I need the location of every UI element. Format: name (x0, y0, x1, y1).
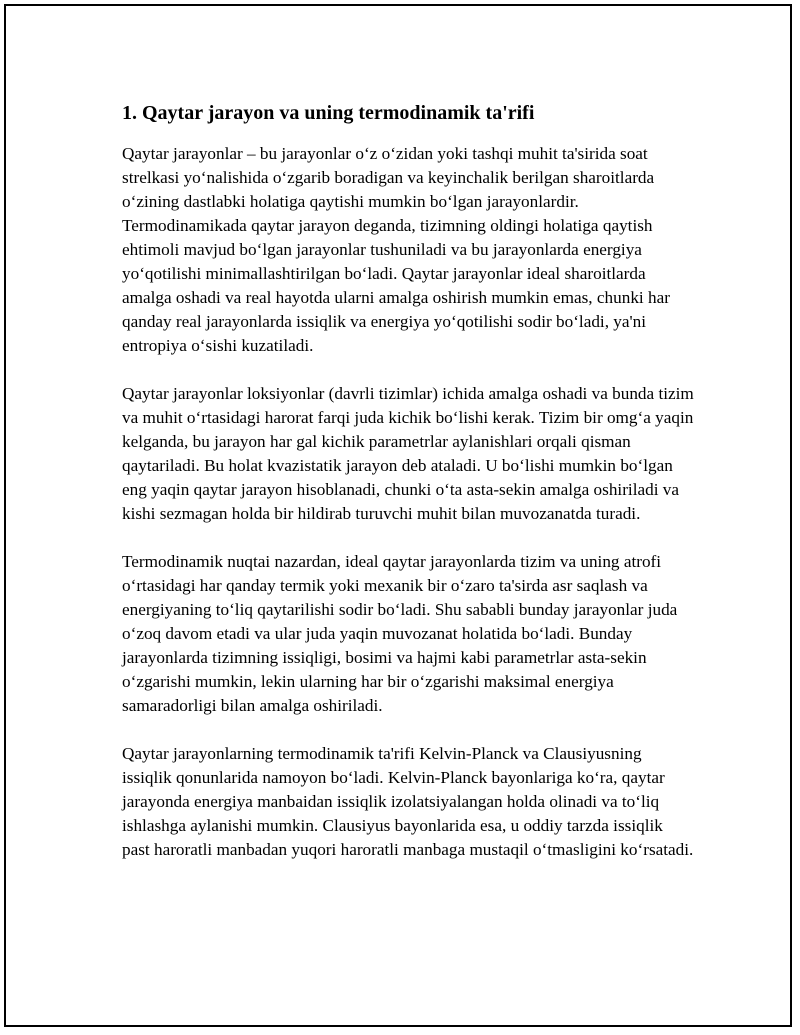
page-frame (4, 4, 792, 1027)
paragraph-4: Qaytar jarayonlarning termodinamik ta'rifi Kelvin-Planck va Clausiyusning issiqlik qonunlarida namoyon bo‘ladi. Kelvin-Planck bayonlariga ko‘ra, qaytar jarayonda energiya manbaidan issiqlik izolatsiyalangan holda olinadi va to‘liq ishlashga aylanishi mumkin. Clausiyus bayonlarida esa, u oddiy tarzda issiqlik past haroratli manbadan yuqori haroratli manbaga mustaqil o‘tmasligini ko‘rsatadi. (122, 744, 694, 859)
paragraph-1: Qaytar jarayonlar – bu jarayonlar o‘z o‘zidan yoki tashqi muhit ta'sirida soat strelkasi yo‘nalishida o‘zgarib boradigan va keyinchalik berilgan sharoitlarda o‘zining dastlabki holatiga qaytishi mumkin bo‘lgan jarayonlardir. Termodinamikada qaytar jarayon deganda, tizimning oldingi holatiga qaytish ehtimoli mavjud bo‘lgan jarayonlar tushuniladi va bu jarayonlarda energiya yo‘qotilishi minimallashtirilgan bo‘ladi. Qaytar jarayonlar ideal sharoitlarda amalga oshadi va real hayotda ularni amalga oshirish mumkin emas, chunki har qanday real jarayonlarda issiqlik va energiya yo‘qotilishi sodir bo‘ladi, ya'ni entropiya o‘sishi kuzatiladi. (122, 144, 670, 355)
document-body (122, 100, 694, 886)
section-heading: 1. Qaytar jarayon va uning termodinamik ta'rifi (122, 102, 535, 124)
paragraph-2: Qaytar jarayonlar loksiyonlar (davrli tizimlar) ichida amalga oshadi va bunda tizim va muhit o‘rtasidagi harorat farqi juda kichik bo‘lishi kerak. Tizim bir omg‘a yaqin kelganda, bu jarayon har gal kichik parametrlar aylanishlari orqali qisman qaytariladi. Bu holat kvazistatik jarayon deb ataladi. U bo‘lishi mumkin bo‘lgan eng yaqin qaytar jarayon hisoblanadi, chunki o‘ta asta-sekin amalga oshiriladi va kishi sezmagan holda bir hildirab turuvchi muhit bilan muvozanatda turadi. (122, 384, 694, 523)
paragraph-3: Termodinamik nuqtai nazardan, ideal qaytar jarayonlarda tizim va uning atrofi o‘rtasidagi har qanday termik yoki mexanik bir o‘zaro ta'sirda asr saqlash va energiyaning to‘liq qaytarilishi sodir bo‘ladi. Shu sababli bunday jarayonlar juda o‘zoq davom etadi va ular juda yaqin muvozanat holatida bo‘ladi. Bunday jarayonlarda tizimning issiqligi, bosimi va hajmi kabi parametrlar asta-sekin o‘zgarishi mumkin, lekin ularning har bir o‘zgarishi maksimal energiya samaradorligi bilan amalga oshiriladi. (122, 552, 678, 715)
